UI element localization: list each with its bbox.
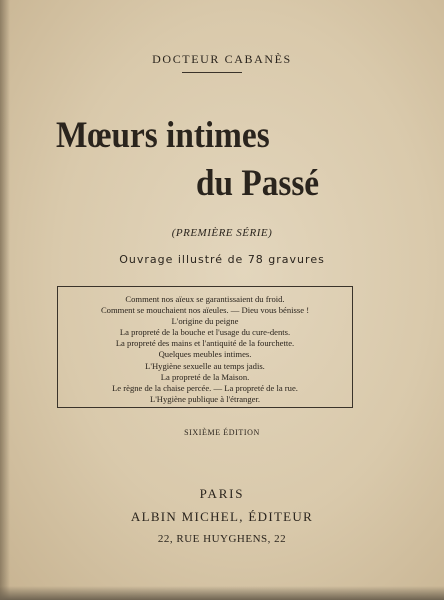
- contents-line: L'origine du peigne: [171, 316, 239, 327]
- contents-line: Comment nos aïeux se garantissaient du froid.: [125, 294, 285, 304]
- contents-box: [57, 286, 353, 408]
- book-title-line-2: du Passé: [196, 163, 320, 204]
- contents-line: Comment se mouchaient nos aïeules. — Dieu vous bénisse !: [100, 305, 310, 316]
- contents-line: L'Hygiène sexuelle au temps jadis.: [145, 360, 265, 371]
- imprint-city: PARIS: [199, 486, 245, 501]
- contents-line: La propreté de la bouche et l'usage du cure-dents.: [119, 327, 291, 338]
- contents-line: Quelques meubles intimes.: [158, 349, 252, 360]
- contents-line: La propreté des mains et l'antiquité de la fourchette.: [115, 338, 295, 349]
- series-label: (PREMIÈRE SÉRIE): [171, 227, 273, 239]
- book-title-line-1: Mœurs intimes: [56, 115, 270, 156]
- imprint-address: 22, RUE HUYGHENS, 22: [157, 533, 287, 545]
- author-rule: [182, 72, 242, 73]
- imprint-publisher: ALBIN MICHEL, ÉDITEUR: [130, 509, 314, 524]
- author-name: DOCTEUR CABANÈS: [152, 52, 292, 66]
- contents-line: La propreté de la Maison.: [160, 371, 250, 382]
- illustration-note: Ouvrage illustré de 78 gravures: [119, 253, 325, 266]
- contents-line: L'Hygiène publique à l'étranger.: [149, 393, 260, 404]
- contents-line: Le règne de la chaise percée. — La propreté de la rue.: [112, 382, 298, 393]
- edition-label: SIXIÈME ÉDITION: [184, 428, 260, 437]
